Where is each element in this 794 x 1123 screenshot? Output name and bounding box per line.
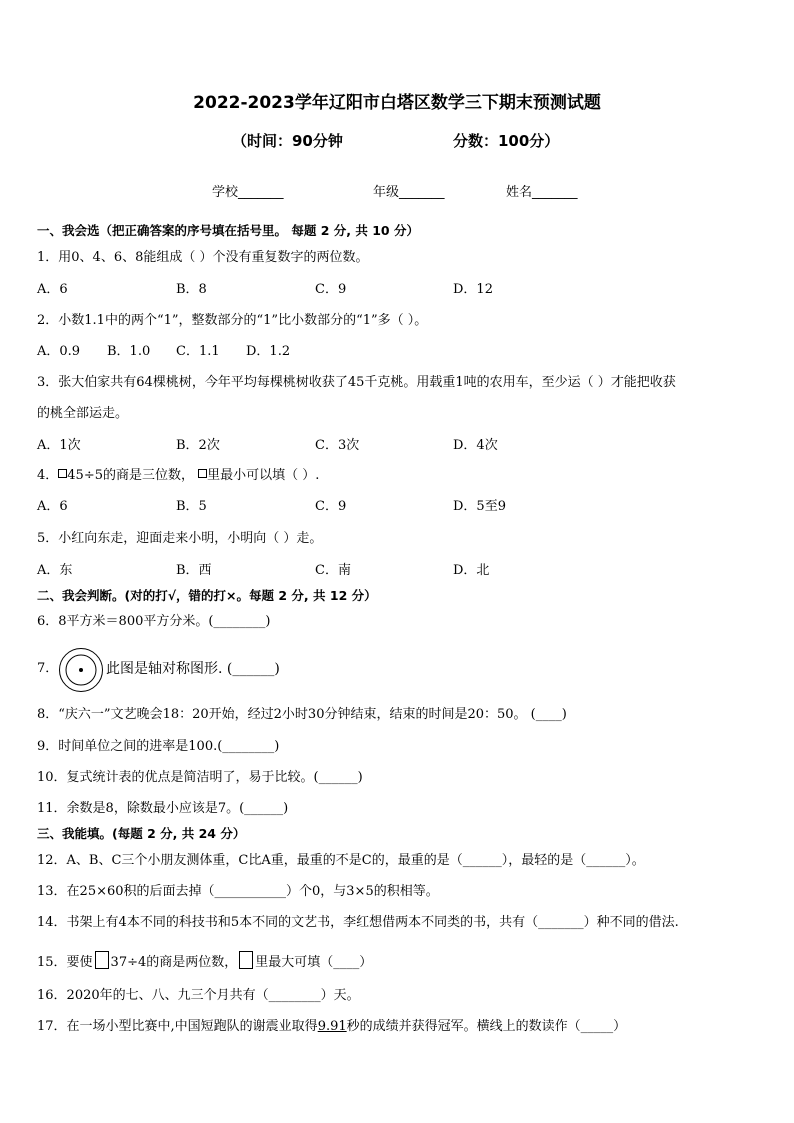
q1-option-a: A．6 [37,282,68,297]
q15-suffix: 里最大可填（____） [255,955,373,970]
q1-option-d: D．12 [453,282,493,297]
q3-option-d: D．4次 [453,438,498,453]
question-3-line-2: 的桃全部运走。 [37,406,129,421]
question-9: 9．时间单位之间的进率是100.(________) [37,739,280,754]
q4-middle: 45÷5的商是三位数， [67,468,194,483]
q2-option-b: B．1.0 [107,344,151,359]
concentric-circles-figure [58,647,104,693]
q3-option-b: B．2次 [176,438,220,453]
exam-score: 分数：100分） [453,132,560,150]
blank-square-icon [58,469,67,478]
question-11: 11．余数是8，除数最小应该是7。(______) [37,801,289,816]
q1-option-b: B．8 [176,282,207,297]
school-field: 学校_______ [212,185,284,200]
question-5: 5．小红向东走，迎面走来小明，小明向（ ）走。 [37,531,323,546]
section-2-heading: 二、我会判断。(对的打√，错的打×。每题 2 分, 共 12 分） [37,588,377,603]
q4-option-a: A．6 [37,499,68,514]
question-13: 13．在25×60积的后面去掉（___________）个0，与3×5的积相等。 [37,884,439,899]
q1-option-c: C．9 [315,282,347,297]
q4-option-b: B．5 [176,499,207,514]
blank-square-icon [198,469,207,478]
question-17 [37,1018,626,1036]
question-1: 1．用0、4、6、8能组成（ ）个没有重复数字的两位数。 [37,250,369,265]
question-6: 6．8平方米＝800平方分米。(________) [37,614,271,629]
question-7: 此图是轴对称图形. (______) [106,661,280,677]
q17-suffix: 秒的成绩并获得冠军。横线上的数读作（_____） [346,1019,627,1034]
q5-option-d: D．北 [453,563,490,578]
question-3-line-1: 3．张大伯家共有64棵桃树，今年平均每棵桃树收获了45千克桃。用载重1吨的农用车，至少运（ ）才能把收获 [37,375,676,390]
q2-option-a: A．0.9 [37,344,81,359]
grade-field: 年级_______ [373,185,445,200]
name-field: 姓名_______ [506,185,578,200]
q5-option-a: A．东 [37,563,73,578]
q4-prefix: 4． [37,468,59,483]
section-1-heading: 一、我会选（把正确答案的序号填在括号里。 每题 2 分, 共 10 分） [37,223,419,238]
q15-prefix: 15．要使 [37,955,93,970]
question-12: 12．A、B、C三个小朋友测体重，C比A重，最重的不是C的，最重的是（______），最轻的是（______）。 [37,853,645,868]
question-16: 16．2020年的七、八、九三个月共有（________）天。 [37,988,360,1003]
exam-time: （时间：90分钟 [232,132,343,150]
q2-option-c: C．1.1 [176,344,220,359]
q4-option-c: C．9 [315,499,347,514]
question-15 [37,951,372,972]
question-14: 14．书架上有4本不同的科技书和5本不同的文艺书，李红想借两本不同类的书，共有（_______）种不同的借法. [37,915,679,930]
question-7-prefix: 7． [37,661,59,676]
question-10: 10．复式统计表的优点是简洁明了，易于比较。(______) [37,770,363,785]
question-2: 2．小数1.1中的两个“1”，整数部分的“1”比小数部分的“1”多（ ）。 [37,313,428,328]
q17-prefix: 17．在一场小型比赛中,中国短跑队的谢震业取得 [37,1019,318,1034]
q3-option-a: A．1次 [37,438,81,453]
question-8: 8．“庆六一”文艺晚会18：20开始，经过2小时30分钟结束，结束的时间是20：50。 (____) [37,707,567,722]
q5-option-b: B．西 [176,563,212,578]
q17-underlined-number: 9.91 [317,1019,347,1034]
q4-option-d: D．5至9 [453,499,506,514]
exam-title: 2022-2023学年辽阳市白塔区数学三下期末预测试题 [193,93,601,113]
section-3-heading: 三、我能填。(每题 2 分, 共 24 分） [37,826,246,841]
q3-option-c: C．3次 [315,438,360,453]
q5-option-c: C．南 [315,563,351,578]
q4-suffix: 里最小可以填（ ）. [207,468,320,483]
blank-box-icon [95,951,109,969]
question-4 [37,467,319,485]
blank-box-icon [239,951,253,969]
q15-middle: 37÷4的商是两位数， [110,955,238,970]
q2-option-d: D．1.2 [246,344,291,359]
